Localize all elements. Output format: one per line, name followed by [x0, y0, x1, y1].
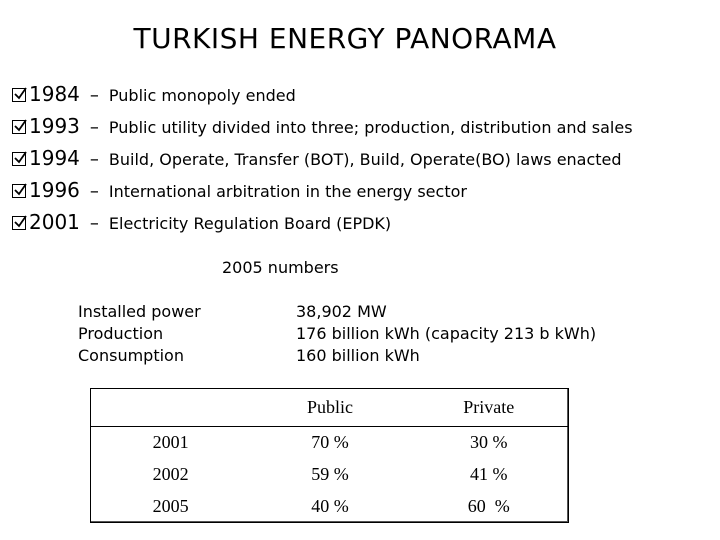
milestone-year: 2001	[29, 210, 80, 234]
metric-value: 160 billion kWh	[296, 346, 420, 365]
table-cell-public: 70 %	[311, 432, 349, 453]
milestone-year: 1996	[29, 178, 80, 202]
milestone-item	[12, 178, 633, 210]
checkbox-checked-icon	[12, 88, 26, 102]
checkbox-checked-icon	[12, 184, 26, 198]
table-row	[91, 427, 569, 459]
metrics-values	[296, 301, 596, 367]
checkbox-checked-icon	[12, 216, 26, 230]
milestone-dash: –	[89, 181, 99, 202]
table-header-row	[91, 389, 569, 427]
public-private-share-table	[90, 388, 569, 523]
milestone-text: Public monopoly ended	[108, 86, 296, 105]
table-row	[91, 491, 569, 523]
table-cell-public: 59 %	[311, 464, 349, 484]
milestone-item	[12, 210, 633, 242]
table-cell-year: 2001	[152, 432, 189, 453]
table-cell-public: 40 %	[311, 495, 349, 516]
milestone-item	[12, 146, 633, 178]
checkbox-checked-icon	[12, 152, 26, 166]
table-header-public: Public	[250, 389, 409, 427]
page-title: TURKISH ENERGY PANORAMA	[133, 22, 557, 55]
table-row	[91, 459, 569, 491]
milestone-year: 1984	[29, 82, 80, 106]
milestone-text: Electricity Regulation Board (EPDK)	[108, 214, 392, 233]
numbers-heading: 2005 numbers	[222, 258, 339, 277]
milestone-text: Build, Operate, Transfer (BOT), Build, Operate(BO) laws enacted	[108, 150, 622, 169]
milestone-text: Public utility divided into three; production, distribution and sales	[108, 118, 633, 137]
milestone-dash: –	[89, 149, 99, 170]
milestone-year: 1993	[29, 114, 80, 138]
milestone-item	[12, 114, 633, 146]
table-cell-private: 41 %	[470, 464, 508, 484]
milestone-list	[12, 82, 633, 242]
metric-label: Consumption	[78, 346, 184, 365]
metric-label: Production	[78, 324, 164, 343]
metric-value: 38,902 MW	[296, 302, 387, 321]
table-cell-year: 2002	[152, 464, 189, 484]
milestone-dash: –	[89, 117, 99, 138]
milestone-text: International arbitration in the energy sector	[108, 182, 467, 201]
metrics-labels	[78, 301, 201, 367]
checkbox-checked-icon	[12, 120, 26, 134]
milestone-dash: –	[89, 213, 99, 234]
milestone-item	[12, 82, 633, 114]
metric-value: 176 billion kWh (capacity 213 b kWh)	[296, 324, 597, 343]
table-header-private: Private	[410, 389, 569, 427]
table-cell-private: 60 %	[467, 495, 510, 516]
milestone-dash: –	[89, 85, 99, 106]
table-cell-year: 2005	[152, 495, 189, 516]
table-cell-private: 30 %	[470, 432, 508, 453]
milestone-year: 1994	[29, 146, 80, 170]
table-header-blank	[91, 389, 251, 427]
metric-label: Installed power	[78, 302, 201, 321]
